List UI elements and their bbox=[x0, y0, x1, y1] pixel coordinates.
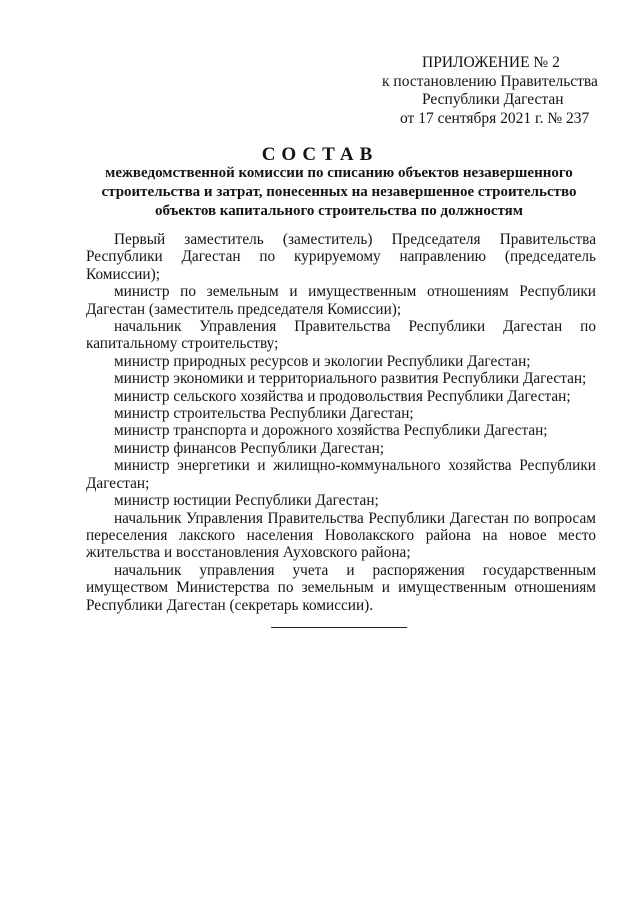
annex-number: ПРИЛОЖЕНИЕ № 2 bbox=[422, 54, 560, 71]
document-subtitle: межведомственной комиссии по списанию объектов незавершенного строительства и затрат, понесенных на незавершенное строительство объектов капитального строительства по должностям bbox=[101, 165, 577, 219]
member-item: начальник управления учета и распоряжения государственным имуществом Министерства по земельным и имущественным отношениям Республики Дагестан (секретарь комиссии). bbox=[86, 561, 596, 614]
annex-region: Республики Дагестан bbox=[422, 91, 564, 108]
member-item: министр строительства Республики Дагестан; bbox=[114, 405, 414, 423]
member-item: начальник Управления Правительства Республики Дагестан по вопросам переселения лакского населения Новолакского района на новое место жительства и восстановления Ауховского района; bbox=[86, 509, 596, 562]
member-item: министр транспорта и дорожного хозяйства Республики Дагестан; bbox=[114, 422, 548, 440]
annex-header bbox=[330, 54, 620, 128]
document-title: СОСТАВ bbox=[261, 144, 379, 165]
member-item: министр финансов Республики Дагестан; bbox=[114, 439, 385, 457]
member-item: министр экономики и территориального развития Республики Дагестан; bbox=[114, 370, 587, 388]
member-item: министр юстиции Республики Дагестан; bbox=[114, 492, 379, 510]
annex-resolution-ref: к постановлению Правительства bbox=[382, 72, 598, 90]
member-item: министр энергетики и жилищно-коммунального хозяйства Республики Дагестан; bbox=[86, 457, 596, 492]
member-item: министр природных ресурсов и экологии Республики Дагестан; bbox=[114, 352, 531, 370]
closing-divider bbox=[271, 627, 407, 628]
member-item: начальник Управления Правительства Республики Дагестан по капитальному строительству; bbox=[86, 318, 596, 353]
member-item: министр сельского хозяйства и продовольствия Республики Дагестан; bbox=[114, 387, 571, 405]
member-item: министр по земельным и имущественным отношениям Республики Дагестан (заместитель председателя Комиссии); bbox=[86, 283, 596, 318]
members-list bbox=[86, 231, 596, 614]
member-item: Первый заместитель (заместитель) Председателя Правительства Республики Дагестан по курируемому направлению (председатель Комиссии); bbox=[86, 231, 596, 283]
annex-date: от 17 сентября 2021 г. № 237 bbox=[400, 109, 590, 127]
